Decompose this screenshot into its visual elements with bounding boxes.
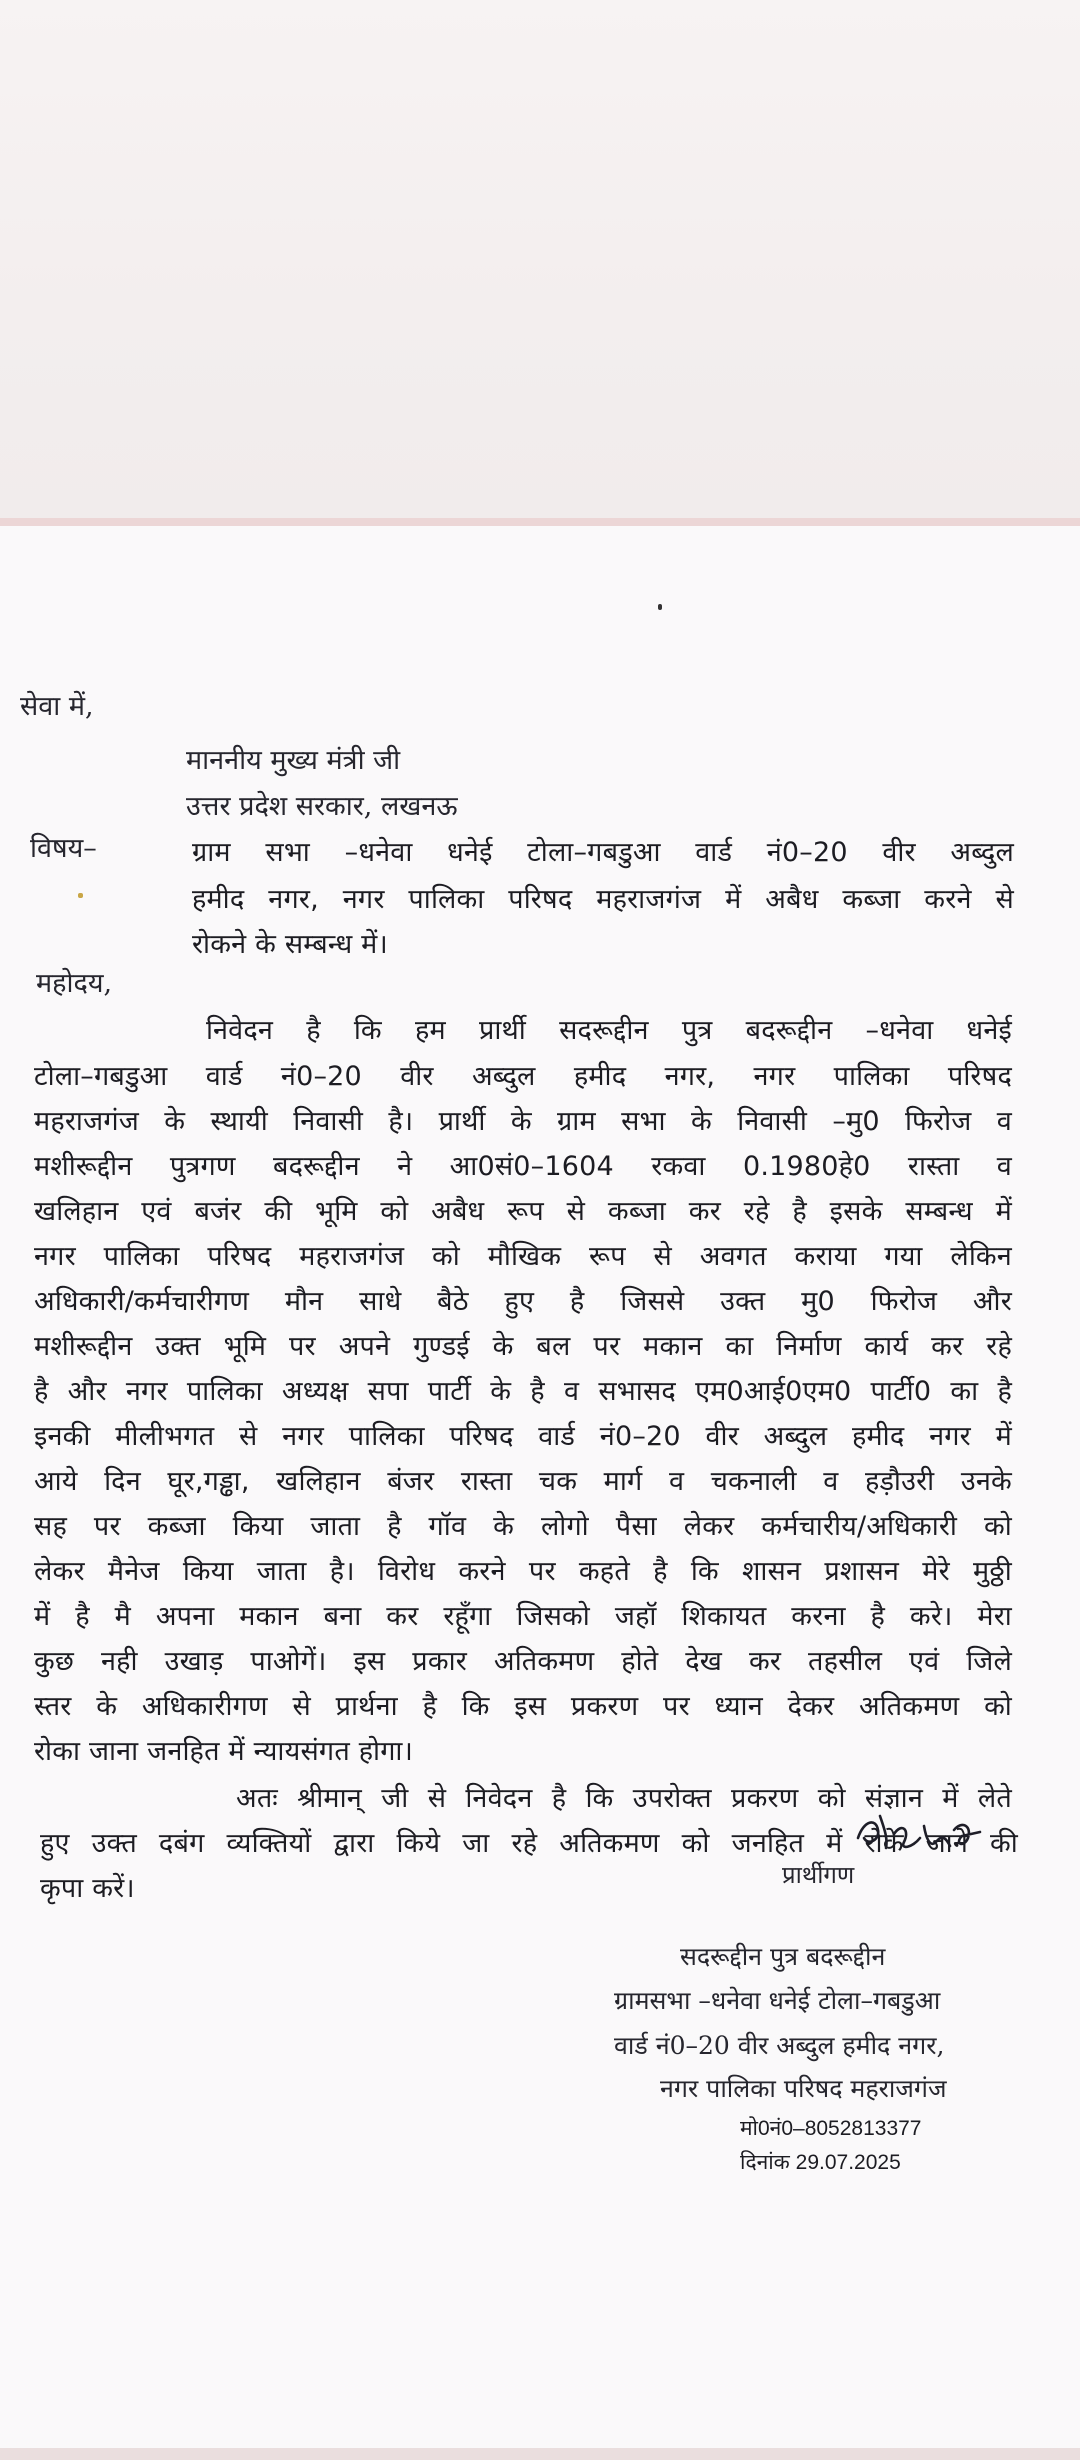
letter-date: दिनांक 29.07.2025	[740, 2151, 901, 2174]
applicant-label: प्रार्थीगण	[782, 1861, 855, 1889]
body-line-6: नगर पालिका परिषद महराजगंज को मौखिक रूप से अवगत कराया गया लेकिन	[34, 1241, 1012, 1272]
handwritten-signature	[850, 1808, 985, 1863]
blank-top-area	[0, 0, 1080, 518]
subject-line-1: ग्राम सभा –धनेवा धनेई टोला–गबडुआ वार्ड नं0–20 वीर अब्दुल	[192, 837, 1014, 868]
closing-line-2: हुए उक्त दबंग व्यक्तियों द्वारा किये जा रहे अतिकमण को जनहित में रोके जाने की	[40, 1828, 1018, 1859]
sender-name: सदरूद्दीन पुत्र बदरूद्दीन	[680, 1942, 886, 1971]
page-bottom-edge	[0, 2448, 1080, 2460]
body-line-17: रोका जाना जनहित में न्यायसंगत होगा।	[34, 1736, 414, 1767]
mobile-number: मो0नं0–8052813377	[740, 2117, 922, 2140]
addressee-line-2: उत्तर प्रदेश सरकार, लखनऊ	[186, 791, 458, 822]
body-line-14: में है मै अपना मकान बना कर रहूँगा जिसको जहॉ शिकायत करना है करे। मेरा	[34, 1601, 1012, 1632]
body-line-10: इनकी मीलीभगत से नगर पालिका परिषद वार्ड नं0–20 वीर अब्दुल हमीद नगर में	[34, 1421, 1012, 1452]
body-line-4: मशीरूद्दीन पुत्रगण बदरूद्दीन ने आ0सं0–1604 रकवा 0.1980हे0 रास्ता व	[34, 1151, 1012, 1182]
ink-speck-yellow	[78, 893, 83, 898]
body-line-7: अधिकारी/कर्मचारीगण मौन साधे बैठे हुए है जिससे उक्त मु0 फिरोज और	[34, 1286, 1012, 1317]
closing-line-1: अतः श्रीमान् जी से निवेदन है कि उपरोक्त प्रकरण को संज्ञान में लेते	[236, 1783, 1012, 1814]
body-line-11: आये दिन घूर,गड्ढा, खलिहान बंजर रास्ता चक मार्ग व चकनाली व हड़ौउरी उनके	[34, 1466, 1012, 1497]
body-line-9: है और नगर पालिका अध्यक्ष सपा पार्टी के है व सभासद एम0आई0एम0 पार्टी0 का है	[34, 1376, 1012, 1407]
greeting: महोदय,	[36, 968, 113, 999]
body-line-12: सह पर कब्जा किया जाता है गॉव के लोगो पैसा लेकर कर्मचारीय/अधिकारी को	[34, 1511, 1012, 1542]
subject-line-2: हमीद नगर, नगर पालिका परिषद महराजगंज में अबैध कब्जा करने से	[192, 884, 1014, 915]
body-line-2: टोला–गबडुआ वार्ड नं0–20 वीर अब्दुल हमीद नगर, नगर पालिका परिषद	[34, 1061, 1012, 1092]
sender-address-1: ग्रामसभा –धनेवा धनेई टोला–गबडुआ	[614, 1986, 941, 2015]
body-line-16: स्तर के अधिकारीगण से प्रार्थना है कि इस प्रकरण पर ध्यान देकर अतिकमण को	[34, 1691, 1012, 1722]
body-line-15: कुछ नही उखाड़ पाओगें। इस प्रकार अतिकमण होते देख कर तहसील एवं जिले	[34, 1646, 1012, 1677]
body-line-5: खलिहान एवं बजंर की भूमि को अबैध रूप से कब्जा कर रहे है इसके सम्बन्ध में	[34, 1196, 1012, 1227]
salutation-to: सेवा में,	[20, 691, 94, 722]
subject-label: विषय–	[30, 833, 97, 864]
sender-address-2: वार्ड नं0–20 वीर अब्दुल हमीद नगर,	[614, 2031, 945, 2060]
body-line-3: महराजगंज के स्थायी निवासी है। प्रार्थी के ग्राम सभा के निवासी –मु0 फिरोज व	[34, 1106, 1012, 1137]
ink-speck	[658, 604, 662, 610]
subject-line-3: रोकने के सम्बन्ध में।	[192, 929, 388, 960]
addressee-line-1: माननीय मुख्य मंत्री जी	[186, 745, 401, 776]
closing-line-3: कृपा करें।	[40, 1873, 135, 1904]
page-top-edge	[0, 518, 1080, 526]
body-line-8: मशीरूद्दीन उक्त भूमि पर अपने गुण्डई के बल पर मकान का निर्माण कार्य कर रहे	[34, 1331, 1012, 1362]
sender-address-3: नगर पालिका परिषद महराजगंज	[660, 2074, 947, 2103]
body-line-13: लेकर मैनेज किया जाता है। विरोध करने पर कहते है कि शासन प्रशासन मेरे मुठ्ठी	[34, 1556, 1012, 1587]
body-line-1: निवेदन है कि हम प्रार्थी सदरूद्दीन पुत्र बदरूद्दीन –धनेवा धनेई	[206, 1015, 1012, 1046]
